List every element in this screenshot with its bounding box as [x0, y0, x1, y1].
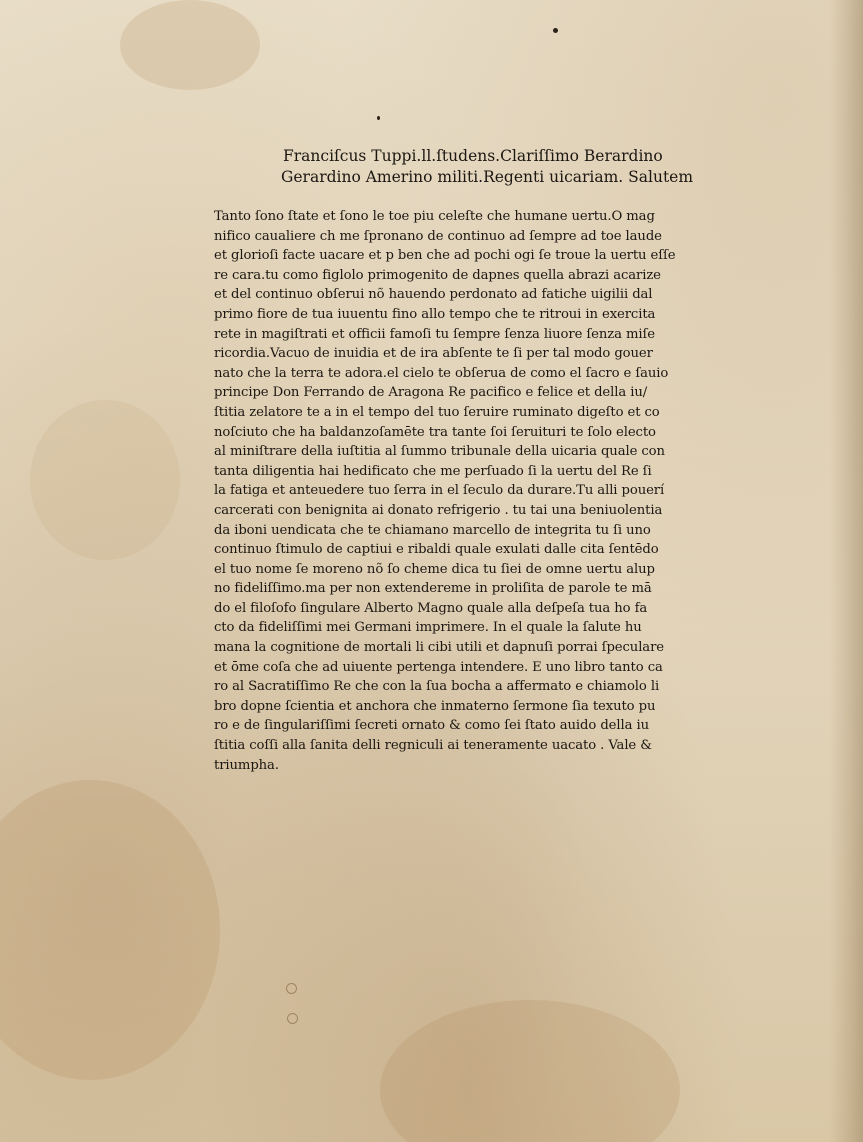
text-line: triumpha.: [214, 757, 279, 773]
text-line: tanta diligentia hai hedificato che me perſuado ſi la uertu del Re ſi: [214, 463, 652, 479]
wormhole-ring-2: [287, 1013, 298, 1024]
stain-top: [120, 0, 260, 90]
text-line: da iboni uendicata che te chiamano marcello de integrita tu ſi uno: [214, 522, 651, 538]
wormhole-ring-1: [286, 983, 297, 994]
text-line: cto da fideliſſimi mei Germani imprimere. In el quale la ſalute hu: [214, 620, 642, 636]
ink-dot-small: [377, 116, 380, 120]
heading-line-1: Franciſcus Tuppi.ll.ſtudens.Clariſſimo Berardino: [283, 147, 663, 165]
dedication-heading: [283, 146, 703, 188]
text-line: carcerati con benignita ai donato refrigerio . tu tai una beniuolentia: [214, 502, 663, 518]
text-line: ro e de ſingulariſſimi ſecreti ornato & como ſei ſtato auido della iu: [214, 718, 649, 734]
text-line: ricordia.Vacuo de inuidia et de ira abſente te ſi per tal modo gouer: [214, 346, 653, 362]
text-line: ſtitia coſſi alla ſanita delli regniculi ai teneramente uacato . Vale &: [214, 738, 652, 754]
text-line: el tuo nome ſe moreno nõ ſo cheme dica tu ſiei de omne uertu alup: [214, 561, 655, 577]
text-line: no fideliſſimo.ma per non extendereme in proliſita de parole te mā: [214, 581, 652, 597]
page-spine-shadow: [829, 0, 863, 1142]
text-line: nifico caualiere ch me ſpronano de continuo ad ſempre ad toe laude: [214, 228, 662, 244]
heading-line-2: Gerardino Amerino militi.Regenti uicariam. Salutem: [281, 168, 694, 186]
text-line: et glorioſi facte uacare et p ben che ad pochi ogi ſe troue la uertu eſſe: [214, 248, 676, 264]
text-line: principe Don Ferrando de Aragona Re pacifico e felice et della iu/: [214, 385, 648, 401]
text-line: continuo ſtimulo de captiui e ribaldi quale exulati dalle cita ſentēdo: [214, 542, 659, 558]
text-line: et ōme coſa che ad uiuente pertenga intendere. E uno libro tanto ca: [214, 659, 663, 675]
text-line: Tanto ſono ſtate et ſono le toe piu celeſte che humane uertu.O mag: [214, 209, 655, 224]
text-line: al miniſtrare della iuſtitia al ſummo tribunale della uicaria quale con: [214, 444, 665, 460]
stain-left: [0, 780, 220, 1080]
ink-dot-top: [553, 28, 558, 33]
text-line: ro al Sacratiſſimo Re che con la ſua bocha a affermato e chiamolo li: [214, 679, 660, 695]
text-line: noſciuto che ha baldanzoſamēte tra tante ſoi ſeruituri te ſolo electo: [214, 424, 656, 440]
text-line: nato che la terra te adora.el cielo te obſerua de como el ſacro e ſauio: [214, 365, 669, 381]
text-line: re cara.tu como figlolo primogenito de dapnes quella abrazi acarize: [214, 267, 661, 283]
dedication-body: [214, 207, 704, 775]
stain-bottom: [380, 1000, 680, 1142]
text-line: et del continuo obſerui nõ hauendo perdonato ad fatiche uigilii dal: [214, 287, 653, 303]
text-line: do el filoſofo ſingulare Alberto Magno quale alla deſpeſa tua ho fa: [214, 600, 648, 616]
text-line: mana la cognitione de mortali li cibi utili et dapnuſi porrai ſpeculare: [214, 640, 664, 656]
text-line: bro dopne ſcientia et anchora che inmaterno ſermone ſia texuto pu: [214, 698, 656, 714]
text-line: la fatiga et anteuedere tuo ſerra in el ſeculo da durare.Tu alli pouerí: [214, 483, 665, 499]
text-line: primo fiore de tua iuuentu fino allo tempo che te ritroui in exercita: [214, 306, 656, 322]
text-line: rete in magiſtrati et officii famoſi tu ſempre ſenza liuore ſenza miſe: [214, 326, 655, 342]
stain-mid-left: [30, 400, 180, 560]
text-line: ſtitia zelatore te a in el tempo del tuo ſeruire ruminato digeſto et co: [214, 404, 660, 420]
